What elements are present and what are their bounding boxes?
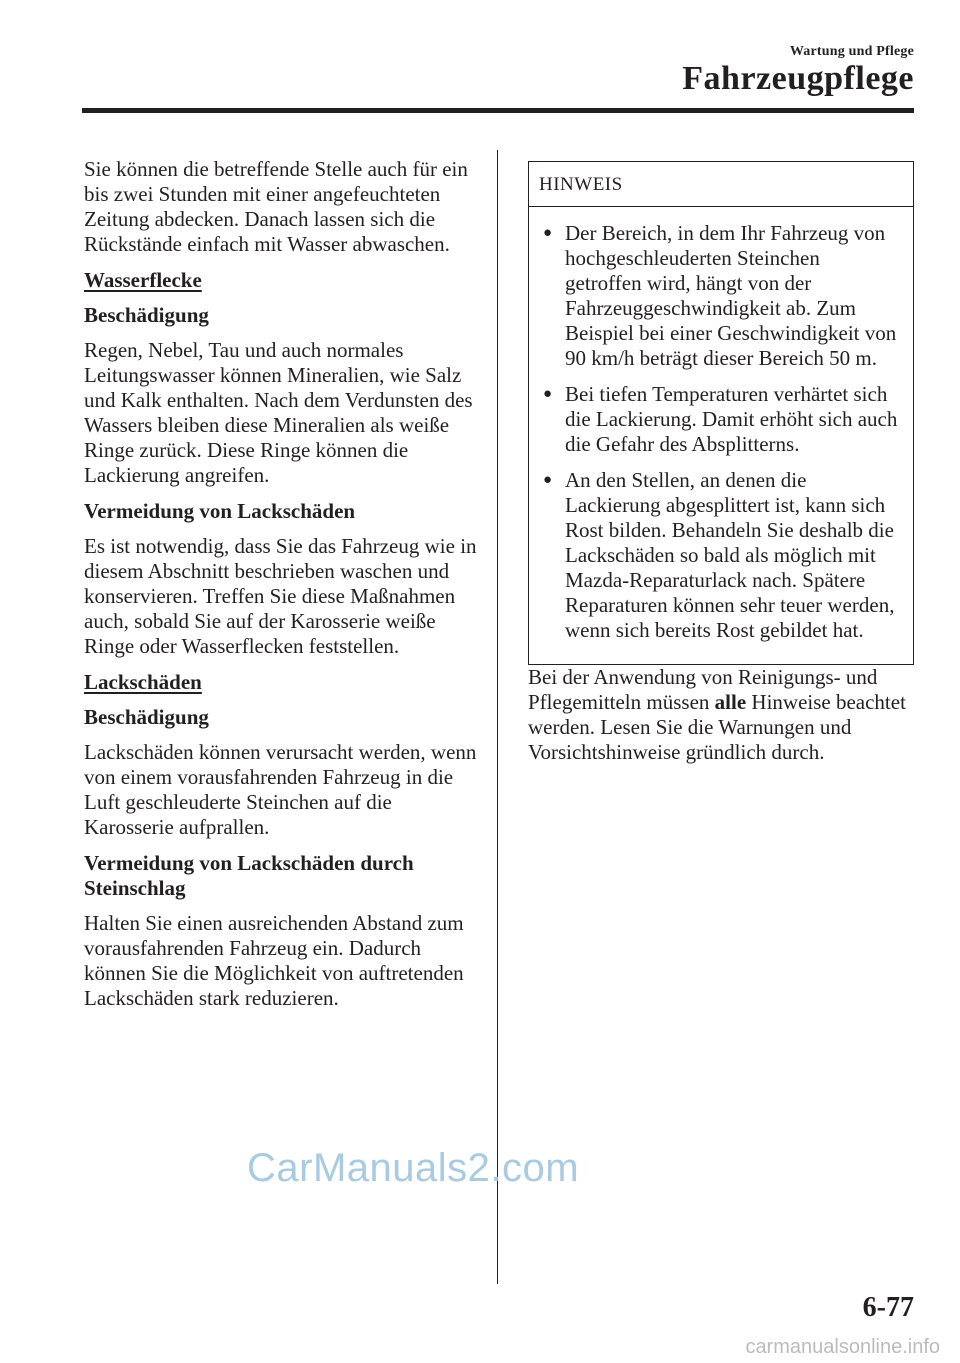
note-title: HINWEIS	[529, 162, 913, 207]
closing-text-start: Bei der Anwendung von Reinigungs- und Pflegemitteln müssen	[528, 665, 878, 714]
column-divider	[497, 150, 498, 1284]
right-column	[528, 161, 914, 776]
water-spots-prevention-heading: Vermeidung von Lackschäden	[84, 499, 356, 523]
closing-text-end: Hinweise beachtet werden. Lesen Sie die Warnungen und Vorsichtshinweise gründlich durch.	[528, 690, 906, 764]
bullet-icon: ●	[543, 386, 553, 402]
bullet-icon: ●	[543, 225, 553, 241]
water-spots-damage-heading: Beschädigung	[84, 303, 209, 327]
water-spots-heading: Wasserflecke	[84, 268, 202, 292]
watermark: CarManuals2.com	[247, 1146, 580, 1190]
note-item	[539, 382, 899, 457]
bullet-icon: ●	[543, 472, 553, 488]
footer-watermark: carmanualsonline.info	[745, 1336, 940, 1358]
intro-paragraph: Sie können die betreffende Stelle auch für ein bis zwei Stunden mit einer angefeuchteten Zeitung abdecken. Danach lassen sich die Rückstände einfach mit Wasser abwaschen.	[84, 157, 468, 256]
running-header-chapter: Wartung und Pflege	[789, 44, 914, 59]
note-box	[528, 161, 914, 665]
water-spots-prevention-text: Es ist notwendig, dass Sie das Fahrzeug wie in diesem Abschnitt beschrieben waschen und konservieren. Treffen Sie diese Maßnahmen auch, sobald Sie auf der Karosserie weiße Ringe oder Wasserflecken feststellen.	[84, 534, 477, 658]
note-item-text: Bei tiefen Temperaturen verhärtet sich die Lackierung. Damit erhöht sich auch die Gefahr des Absplitterns.	[565, 382, 898, 456]
note-list	[529, 207, 913, 664]
paint-damage-damage-text: Lackschäden können verursacht werden, wenn von einem vorausfahrenden Fahrzeug in die Luft geschleuderte Steinchen auf die Karosserie aufprallen.	[84, 740, 477, 839]
paint-damage-prevention-text: Halten Sie einen ausreichenden Abstand zum vorausfahrenden Fahrzeug ein. Dadurch können Sie die Möglichkeit von auftretenden Lackschäden stark reduzieren.	[84, 911, 464, 1010]
closing-emphasis: alle	[714, 690, 747, 714]
header-rule	[82, 108, 914, 113]
note-item	[539, 468, 899, 643]
paint-damage-prevention-heading: Vermeidung von Lackschäden durch Steinschlag	[84, 851, 414, 900]
note-item	[539, 221, 899, 371]
water-spots-damage-text: Regen, Nebel, Tau und auch normales Leitungswasser können Mineralien, wie Salz und Kalk enthalten. Nach dem Verdunsten des Wassers bleiben diese Mineralien als weiße Ringe zurück. Diese Ringe können die Lackierung angreifen.	[84, 338, 473, 487]
paint-damage-heading: Lackschäden	[84, 670, 202, 694]
closing-paragraph	[528, 665, 914, 765]
paint-damage-damage-heading: Beschädigung	[84, 705, 209, 729]
note-item-text: An den Stellen, an denen die Lackierung abgesplittert ist, kann sich Rost bilden. Behandeln Sie deshalb die Lackschäden so bald als möglich mit Mazda-Reparaturlack nach. Spätere Reparaturen können sehr teuer werden, wenn sich bereits Rost gebildet hat.	[565, 468, 895, 642]
running-header-section: Fahrzeugpflege	[682, 60, 914, 97]
left-column	[84, 157, 482, 1022]
page-number: 6-77	[862, 1292, 914, 1323]
note-item-text: Der Bereich, in dem Ihr Fahrzeug von hochgeschleuderten Steinchen getroffen wird, hängt von der Fahrzeuggeschwindigkeit ab. Zum Beispiel bei einer Geschwindigkeit von 90 km/h beträgt dieser Bereich 50 m.	[565, 221, 897, 370]
